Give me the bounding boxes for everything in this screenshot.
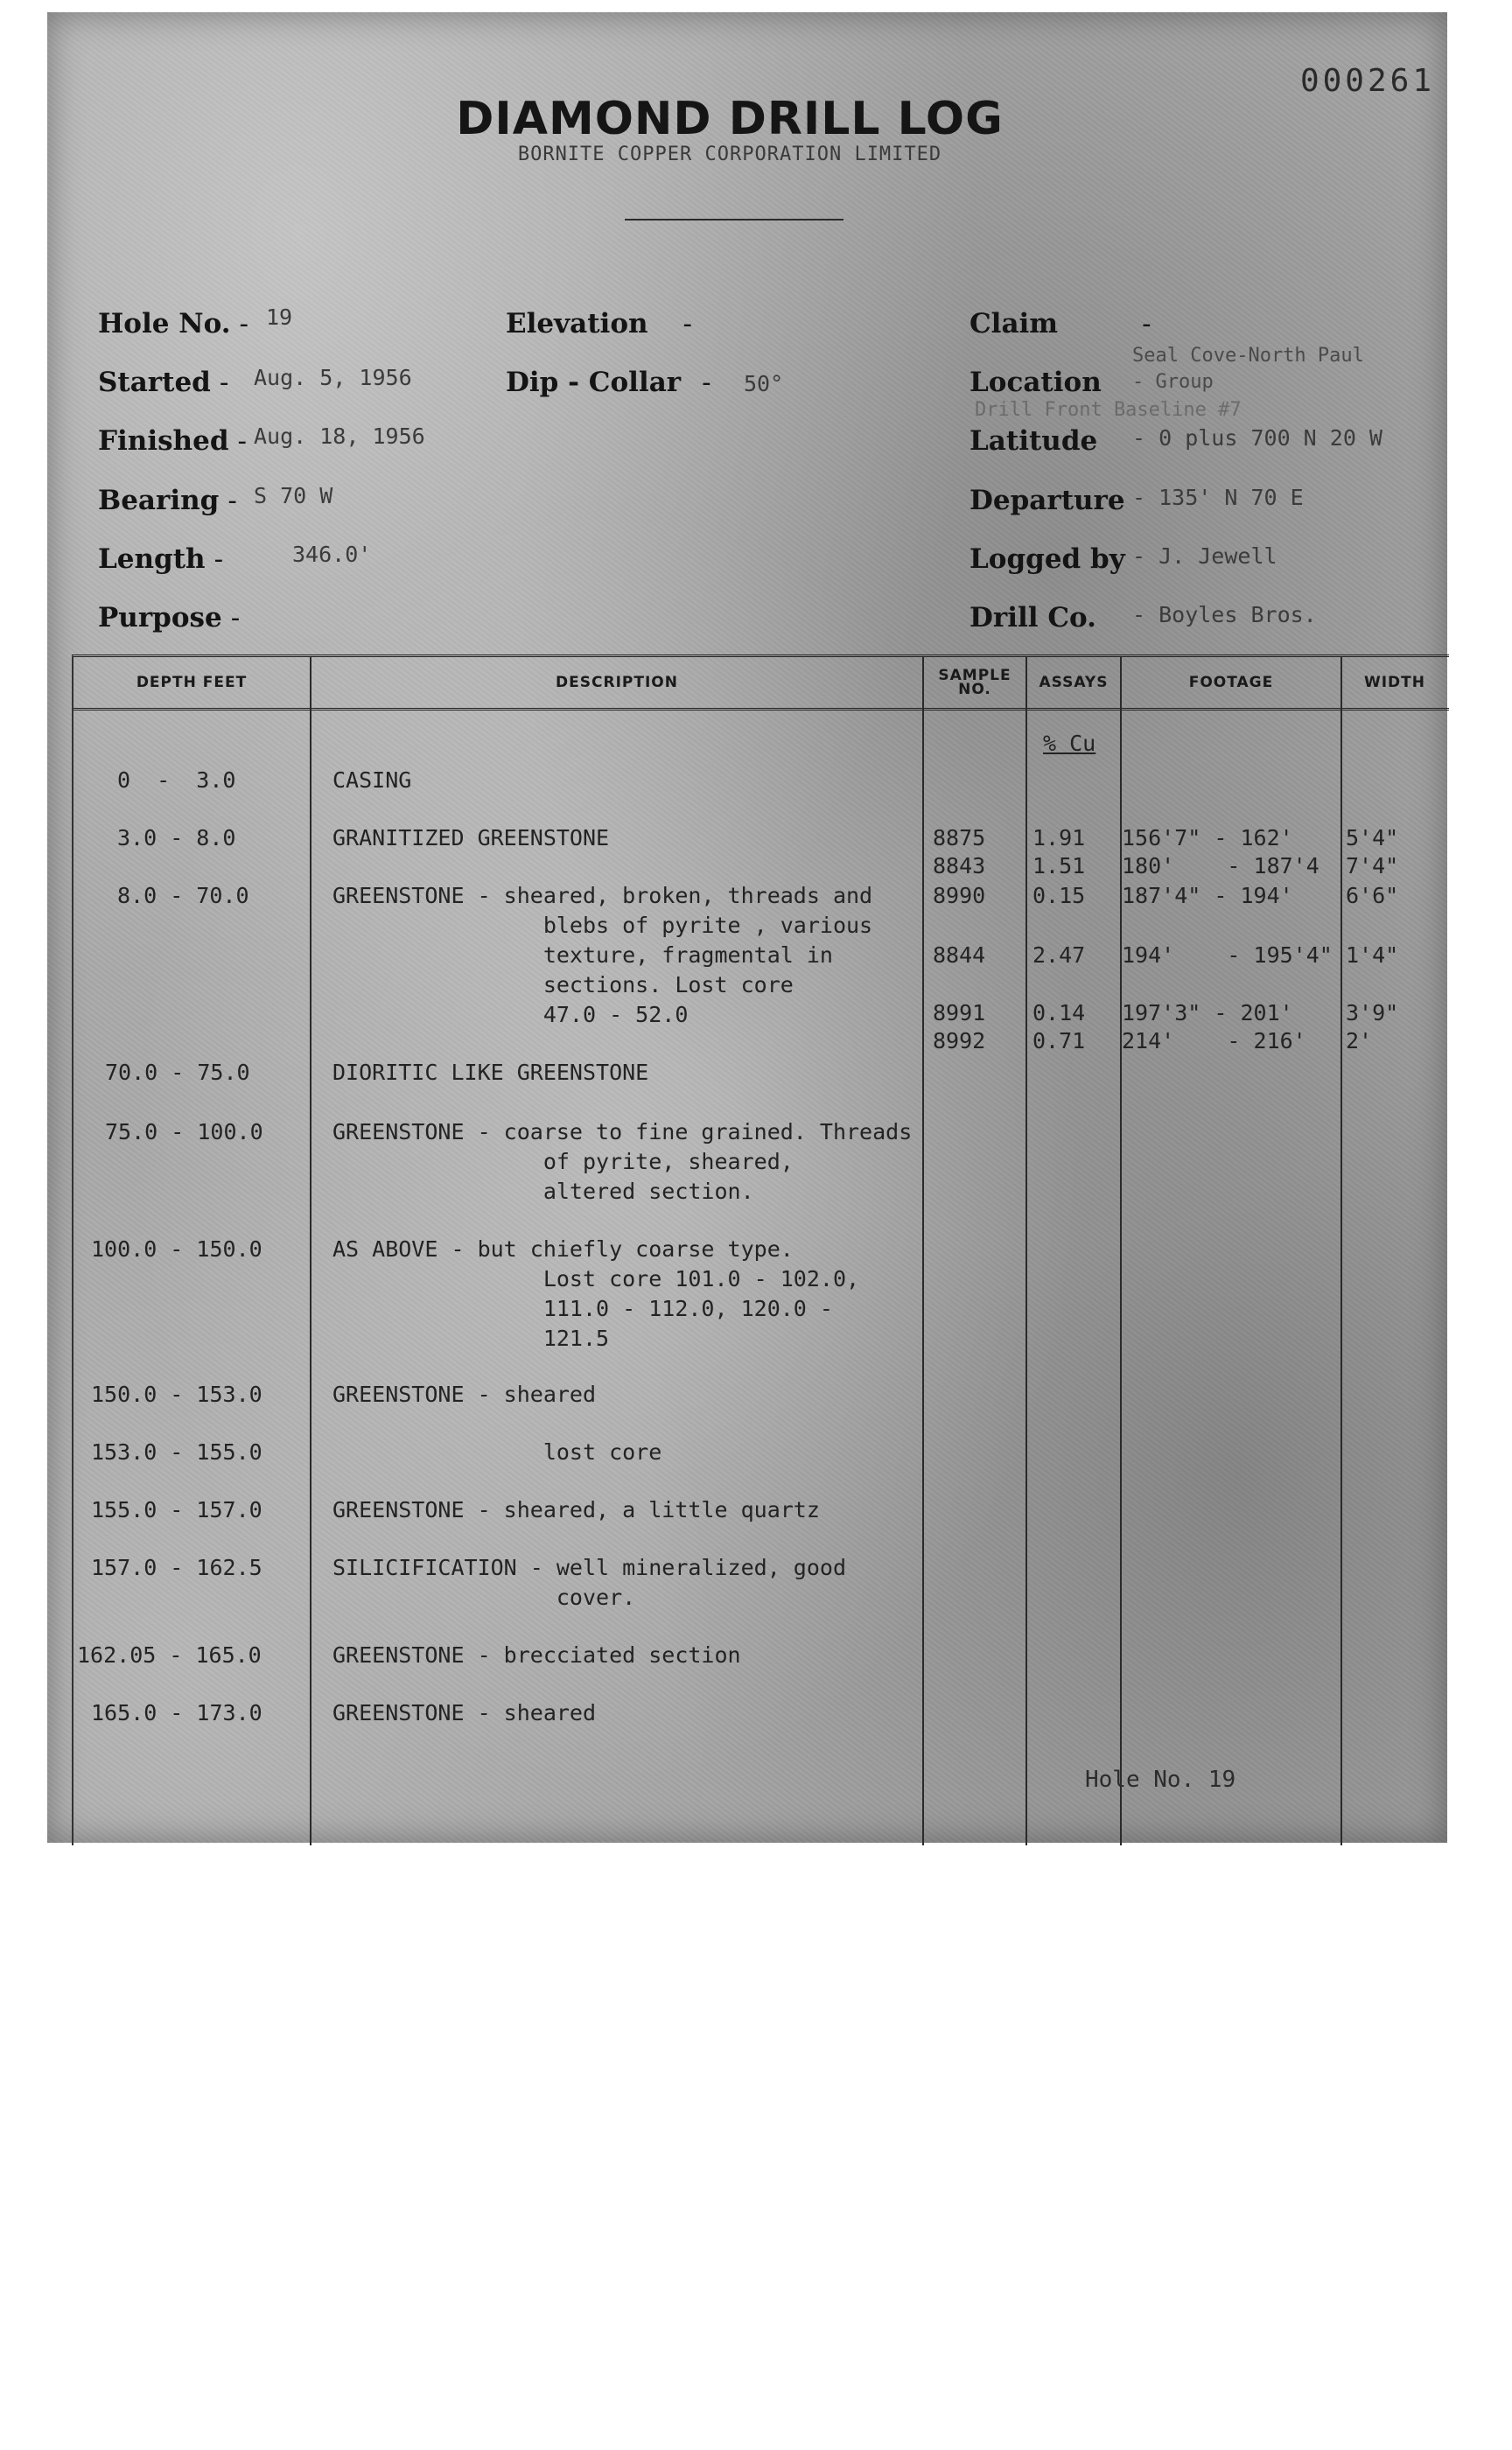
footage-cell: 214' - 216' [1122,1028,1306,1054]
col-header-footage: FOOTAGE [1188,674,1274,691]
location-value-line3: Drill Front Baseline #7 [975,399,1242,421]
sample-no-cell: 8992 [933,1028,986,1054]
description-cell: GREENSTONE - sheared, broken, threads and blebs of pyrite , various texture, fragmental in sections. Lost core 47.0 - 52.0 [332,883,873,1027]
sample-no-cell: 8844 [933,942,986,968]
assay-cell: 0.15 [1032,883,1086,908]
bearing-label: Bearing - [98,485,237,516]
assay-cell: 0.14 [1032,1000,1086,1026]
assay-unit: % Cu [1043,731,1096,756]
column-divider [310,657,312,1845]
description-cell: GREENSTONE - sheared [332,1382,597,1407]
assay-cell: 0.71 [1032,1028,1086,1054]
width-cell: 6'6" [1346,883,1399,908]
sample-no-cell: 8875 [933,825,986,850]
depth-cell: 0 - 3.0 [117,767,236,793]
description-cell: GREENSTONE - coarse to fine grained. Threads of pyrite, sheared, altered section. [332,1119,913,1204]
description-cell: SILICIFICATION - well mineralized, good cover. [332,1555,846,1610]
description-cell: lost core [332,1439,662,1465]
hole-no-value: 19 [266,304,293,330]
latitude-label: Latitude [970,425,1098,457]
location-value-line1: Seal Cove-North Paul [1132,345,1364,367]
sample-no-cell: 8990 [933,883,986,908]
col-header-width: WIDTH [1363,674,1425,691]
drill-co-label: Drill Co. [970,602,1096,634]
location-label: Location [970,367,1102,398]
description-cell: DIORITIC LIKE GREENSTONE [332,1060,649,1085]
depth-cell: 3.0 - 8.0 [117,825,236,850]
finished-value: Aug. 18, 1956 [254,424,425,449]
drill-log-sheet [47,12,1447,1843]
depth-cell: 165.0 - 173.0 [91,1700,262,1726]
started-label: Started - [98,367,229,398]
depth-cell: 155.0 - 157.0 [91,1497,262,1522]
width-cell: 7'4" [1346,853,1399,878]
description-cell: GREENSTONE - brecciated section [332,1642,741,1668]
table-header [74,657,1449,710]
assay-cell: 2.47 [1032,942,1086,968]
width-cell: 5'4" [1346,825,1399,850]
dip-collar-label: Dip - Collar - [506,367,711,398]
footage-cell: 156'7" - 162' [1122,825,1293,850]
location-value-line2: - Group [1132,371,1214,393]
purpose-label: Purpose - [98,602,241,634]
column-divider [1340,657,1342,1845]
started-value: Aug. 5, 1956 [254,365,412,390]
description-cell: AS ABOVE - but chiefly coarse type. Lost core 101.0 - 102.0, 111.0 - 112.0, 120.0 - 121.5 [332,1236,860,1351]
logged-by-value: - J. Jewell [1132,543,1278,569]
page-title: DIAMOND DRILL LOG [456,93,1004,145]
description-cell: CASING [332,767,412,793]
description-cell: GREENSTONE - sheared, a little quartz [332,1497,820,1522]
length-value: 346.0' [292,542,372,567]
depth-cell: 8.0 - 70.0 [117,883,249,908]
depth-cell: 70.0 - 75.0 [105,1060,250,1085]
description-cell: GRANITIZED GREENSTONE [332,825,610,850]
col-header-assays: ASSAYS [1039,674,1109,691]
footage-cell: 187'4" - 194' [1122,883,1293,908]
column-divider [922,657,924,1845]
departure-value: - 135' N 70 E [1132,485,1304,510]
drill-log-table [72,654,1449,1845]
width-cell: 3'9" [1346,1000,1399,1026]
document-number: 000261 [1299,63,1435,99]
depth-cell: 162.05 - 165.0 [77,1642,262,1668]
title-divider [625,219,844,220]
bearing-value: S 70 W [254,483,333,508]
elevation-label: Elevation - [506,308,693,340]
col-header-description: DESCRIPTION [556,674,678,691]
length-label: Length - [98,543,224,575]
sample-no-cell: 8843 [933,853,986,878]
footage-cell: 194' - 195'4" [1122,942,1333,968]
depth-cell: 153.0 - 155.0 [91,1439,262,1465]
width-cell: 1'4" [1346,942,1399,968]
assay-cell: 1.91 [1032,825,1086,850]
description-cell: GREENSTONE - sheared [332,1700,597,1726]
drill-co-value: - Boyles Bros. [1132,602,1317,627]
column-divider [1026,657,1027,1845]
depth-cell: 150.0 - 153.0 [91,1382,262,1407]
claim-label: Claim - [970,308,1152,340]
col-header-sample-no: SAMPLE NO. [938,667,1012,698]
finished-label: Finished - [98,425,247,457]
logged-by-label: Logged by [970,543,1125,575]
depth-cell: 100.0 - 150.0 [91,1236,262,1262]
col-header-depth: DEPTH FEET [136,674,248,691]
dip-collar-value: 50° [744,371,784,396]
footage-cell: 180' - 187'4 [1122,853,1320,878]
hole-no-label: Hole No. - [98,308,249,340]
depth-cell: 157.0 - 162.5 [91,1555,262,1580]
assay-cell: 1.51 [1032,853,1086,878]
footer-hole-reference: Hole No. 19 [1085,1767,1236,1793]
departure-label: Departure [970,485,1125,516]
company-name: BORNITE COPPER CORPORATION LIMITED [517,144,942,165]
sample-no-cell: 8991 [933,1000,986,1026]
latitude-value: - 0 plus 700 N 20 W [1132,425,1382,451]
depth-cell: 75.0 - 100.0 [105,1119,263,1144]
width-cell: 2' [1346,1028,1373,1054]
footage-cell: 197'3" - 201' [1122,1000,1293,1026]
